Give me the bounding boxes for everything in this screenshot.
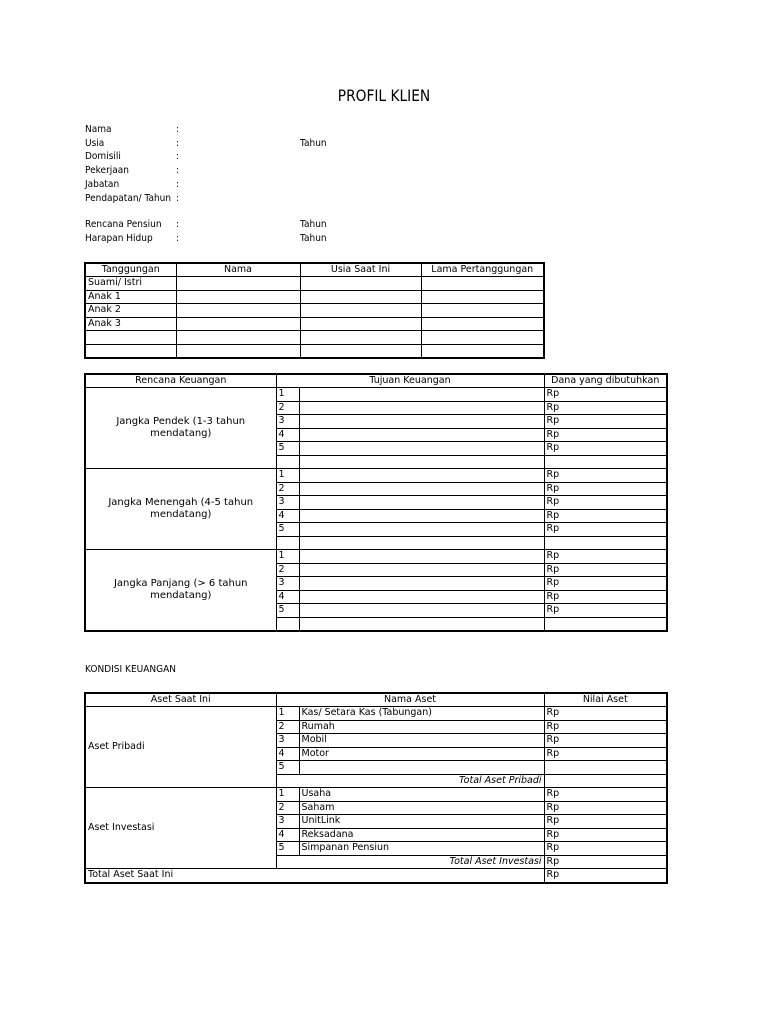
amount-cell[interactable]: Rp	[544, 563, 667, 577]
form-label: Pendapatan/ Tahun	[85, 192, 172, 204]
goal-input-cell[interactable]	[299, 604, 544, 618]
row-number-cell	[276, 617, 299, 631]
goal-input-cell[interactable]	[299, 415, 544, 429]
row-number-cell: 3	[276, 734, 299, 748]
subtotal-value[interactable]: Rp	[544, 855, 667, 869]
goal-input-cell[interactable]	[299, 563, 544, 577]
row-number-cell: 2	[276, 401, 299, 415]
asset-value-cell[interactable]: Rp	[544, 707, 667, 721]
asset-name-cell[interactable]: Saham	[299, 801, 544, 815]
form-label: Jabatan	[85, 178, 120, 190]
form-colon: :	[176, 137, 180, 149]
amount-cell[interactable]: Rp	[544, 415, 667, 429]
goal-input-cell[interactable]	[299, 577, 544, 591]
table-row	[85, 277, 544, 291]
dependents-header-cell: Lama Pertanggungan	[421, 263, 544, 277]
input-cell[interactable]	[421, 277, 544, 291]
form-value-field[interactable]	[184, 179, 283, 191]
asset-name-cell[interactable]: Kas/ Setara Kas (Tabungan)	[299, 707, 544, 721]
asset-group-label: Aset Investasi	[85, 788, 276, 869]
table-row	[85, 788, 667, 802]
form-colon: :	[176, 233, 180, 244]
form-label: Domisili	[85, 151, 121, 163]
goal-input-cell[interactable]	[299, 590, 544, 604]
goal-input-cell[interactable]	[299, 550, 544, 564]
amount-cell[interactable]: Rp	[544, 577, 667, 591]
table-row	[85, 290, 544, 304]
dependent-type-cell	[85, 344, 176, 358]
form-colon: :	[176, 165, 180, 177]
plans-header-cell: Dana yang dibutuhkan	[544, 374, 667, 388]
form-value-field[interactable]	[184, 233, 283, 245]
input-cell[interactable]	[176, 304, 300, 318]
subtotal-value[interactable]	[544, 774, 667, 788]
assets-header-cell: Nama Aset	[276, 693, 544, 707]
form-unit: Tahun	[300, 219, 327, 230]
row-number-cell	[276, 536, 299, 550]
form-colon: :	[176, 124, 180, 135]
row-number-cell: 4	[276, 428, 299, 442]
dependents-table	[84, 262, 545, 359]
input-cell[interactable]	[421, 304, 544, 318]
row-number-cell	[276, 455, 299, 469]
page-title: PROFIL KLIEN	[337, 86, 431, 105]
asset-value-cell[interactable]	[544, 761, 667, 775]
input-cell[interactable]	[300, 290, 421, 304]
asset-name-cell[interactable]: UnitLink	[299, 815, 544, 829]
plans-header-cell: Tujuan Keuangan	[276, 374, 544, 388]
asset-name-cell[interactable]: Rumah	[299, 720, 544, 734]
assets-header-cell: Nilai Aset	[544, 693, 667, 707]
asset-value-cell[interactable]: Rp	[544, 747, 667, 761]
table-row	[85, 469, 667, 483]
form-unit: Tahun	[300, 137, 327, 149]
input-cell[interactable]	[300, 304, 421, 318]
form-colon: :	[176, 192, 180, 204]
row-number-cell: 4	[276, 509, 299, 523]
plans-header-row	[85, 374, 667, 388]
input-cell[interactable]	[176, 344, 300, 358]
form-unit: Tahun	[300, 233, 327, 244]
dependent-type-cell: Anak 2	[85, 304, 176, 318]
row-number-cell: 4	[276, 828, 299, 842]
asset-name-cell[interactable]	[299, 761, 544, 775]
goal-input-cell[interactable]	[299, 388, 544, 402]
amount-cell[interactable]	[544, 536, 667, 550]
assets-table	[84, 692, 668, 884]
dependents-header-cell: Nama	[176, 263, 300, 277]
input-cell[interactable]	[421, 331, 544, 345]
form-value-field[interactable]	[184, 151, 283, 163]
asset-group-label: Aset Pribadi	[85, 707, 276, 788]
grand-total-value[interactable]: Rp	[544, 869, 667, 883]
input-cell[interactable]	[176, 317, 300, 331]
asset-name-cell[interactable]: Mobil	[299, 734, 544, 748]
form-value-field[interactable]	[184, 138, 283, 150]
goal-input-cell[interactable]	[299, 482, 544, 496]
input-cell[interactable]	[300, 277, 421, 291]
row-number-cell: 4	[276, 590, 299, 604]
goal-input-cell[interactable]	[299, 617, 544, 631]
row-number-cell: 3	[276, 815, 299, 829]
plans-header-cell: Rencana Keuangan	[85, 374, 276, 388]
row-number-cell: 1	[276, 388, 299, 402]
row-number-cell: 1	[276, 469, 299, 483]
row-number-cell: 5	[276, 604, 299, 618]
form-value-field[interactable]	[184, 219, 283, 231]
goal-input-cell[interactable]	[299, 509, 544, 523]
amount-cell[interactable]	[544, 455, 667, 469]
input-cell[interactable]	[176, 331, 300, 345]
input-cell[interactable]	[300, 344, 421, 358]
input-cell[interactable]	[176, 290, 300, 304]
table-row	[85, 304, 544, 318]
financial-plans-table	[84, 373, 668, 632]
asset-value-cell[interactable]: Rp	[544, 734, 667, 748]
row-number-cell: 5	[276, 523, 299, 537]
goal-input-cell[interactable]	[299, 442, 544, 456]
goal-input-cell[interactable]	[299, 496, 544, 510]
row-number-cell: 5	[276, 842, 299, 856]
table-row	[85, 317, 544, 331]
amount-cell[interactable]: Rp	[544, 428, 667, 442]
amount-cell[interactable]: Rp	[544, 442, 667, 456]
asset-value-cell[interactable]: Rp	[544, 842, 667, 856]
plan-group-label: Jangka Menengah (4-5 tahun mendatang)	[85, 469, 276, 550]
asset-value-cell[interactable]: Rp	[544, 720, 667, 734]
table-row	[85, 707, 667, 721]
subtotal-label: Total Aset Investasi	[276, 855, 544, 869]
input-cell[interactable]	[421, 317, 544, 331]
form-value-field[interactable]	[184, 165, 283, 177]
row-number-cell: 5	[276, 442, 299, 456]
goal-input-cell[interactable]	[299, 428, 544, 442]
table-row	[85, 388, 667, 402]
asset-value-cell[interactable]: Rp	[544, 801, 667, 815]
form-label: Pekerjaan	[85, 165, 130, 177]
amount-cell[interactable]: Rp	[544, 496, 667, 510]
amount-cell[interactable]: Rp	[544, 550, 667, 564]
row-number-cell: 3	[276, 577, 299, 591]
amount-cell[interactable]: Rp	[544, 401, 667, 415]
input-cell[interactable]	[421, 344, 544, 358]
goal-input-cell[interactable]	[299, 469, 544, 483]
dependent-type-cell: Anak 1	[85, 290, 176, 304]
dependents-header-cell: Tanggungan	[85, 263, 176, 277]
form-value-field[interactable]	[184, 193, 283, 205]
amount-cell[interactable]	[544, 617, 667, 631]
row-number-cell: 2	[276, 801, 299, 815]
grand-total-row	[85, 869, 667, 883]
row-number-cell: 2	[276, 720, 299, 734]
amount-cell[interactable]: Rp	[544, 590, 667, 604]
row-number-cell: 1	[276, 550, 299, 564]
plan-group-label: Jangka Pendek (1-3 tahun mendatang)	[85, 388, 276, 469]
row-number-cell: 4	[276, 747, 299, 761]
row-number-cell: 2	[276, 482, 299, 496]
goal-input-cell[interactable]	[299, 536, 544, 550]
form-colon: :	[176, 178, 180, 190]
form-label: Usia	[85, 137, 105, 149]
asset-value-cell[interactable]: Rp	[544, 815, 667, 829]
row-number-cell: 2	[276, 563, 299, 577]
section-title: KONDISI KEUANGAN	[85, 664, 176, 675]
asset-name-cell[interactable]: Simpanan Pensiun	[299, 842, 544, 856]
dependent-type-cell	[85, 331, 176, 345]
form-colon: :	[176, 151, 180, 163]
assets-header-cell: Aset Saat Ini	[85, 693, 276, 707]
dependent-type-cell: Suami/ Istri	[85, 277, 176, 291]
dependents-header-row	[85, 263, 544, 277]
form-label: Harapan Hidup	[85, 233, 153, 244]
asset-name-cell[interactable]: Motor	[299, 747, 544, 761]
table-row	[85, 331, 544, 345]
row-number-cell: 3	[276, 415, 299, 429]
input-cell[interactable]	[421, 290, 544, 304]
input-cell[interactable]	[300, 317, 421, 331]
asset-value-cell[interactable]: Rp	[544, 828, 667, 842]
input-cell[interactable]	[176, 277, 300, 291]
amount-cell[interactable]: Rp	[544, 388, 667, 402]
row-number-cell: 3	[276, 496, 299, 510]
amount-cell[interactable]: Rp	[544, 604, 667, 618]
form-label: Rencana Pensiun	[85, 219, 162, 230]
goal-input-cell[interactable]	[299, 455, 544, 469]
amount-cell[interactable]: Rp	[544, 509, 667, 523]
dependent-type-cell: Anak 3	[85, 317, 176, 331]
amount-cell[interactable]: Rp	[544, 523, 667, 537]
row-number-cell: 1	[276, 788, 299, 802]
goal-input-cell[interactable]	[299, 523, 544, 537]
grand-total-label: Total Aset Saat Ini	[85, 869, 544, 883]
table-row	[85, 550, 667, 564]
subtotal-label: Total Aset Pribadi	[276, 774, 544, 788]
form-value-field[interactable]	[184, 124, 283, 136]
goal-input-cell[interactable]	[299, 401, 544, 415]
table-row	[85, 344, 544, 358]
plan-group-label: Jangka Panjang (> 6 tahun mendatang)	[85, 550, 276, 632]
asset-value-cell[interactable]: Rp	[544, 788, 667, 802]
asset-name-cell[interactable]: Reksadana	[299, 828, 544, 842]
asset-name-cell[interactable]: Usaha	[299, 788, 544, 802]
input-cell[interactable]	[300, 331, 421, 345]
form-colon: :	[176, 219, 180, 230]
assets-header-row	[85, 693, 667, 707]
row-number-cell: 1	[276, 707, 299, 721]
row-number-cell: 5	[276, 761, 299, 775]
amount-cell[interactable]: Rp	[544, 469, 667, 483]
form-label: Nama	[85, 124, 112, 135]
amount-cell[interactable]: Rp	[544, 482, 667, 496]
dependents-header-cell: Usia Saat Ini	[300, 263, 421, 277]
